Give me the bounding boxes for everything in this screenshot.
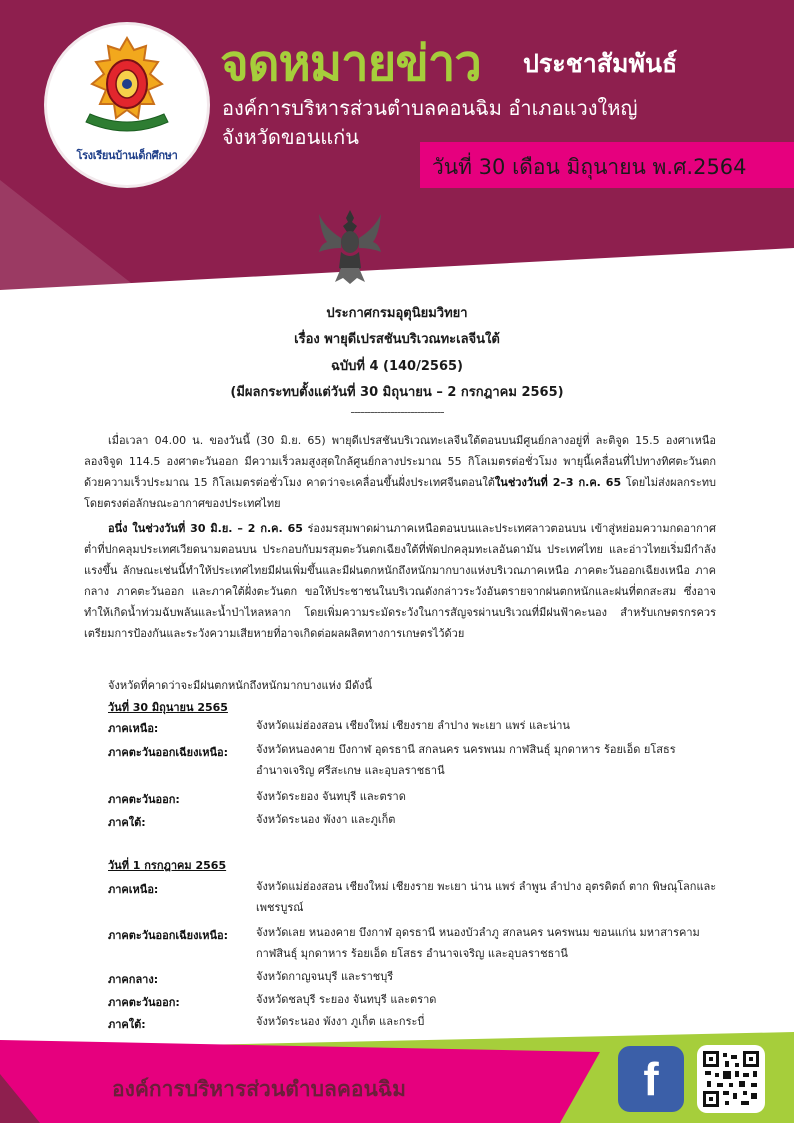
announcement-issuer: ประกาศกรมอุตุนิยมวิทยา [326, 306, 468, 321]
region-label: ภาคตะวันออกเฉียงเหนือ: [108, 746, 229, 759]
school-logo-text: โรงเรียนบ้านเด็กศึกษา [76, 149, 178, 162]
issue-date: วันที่ 30 เดือน มิถุนายน พ.ศ.2564 [432, 155, 747, 179]
region-provinces: จังหวัดหนองคาย บึงกาฬ อุดรธานี สกลนคร นครพนม กาฬสินธุ์ มุกดาหาร ร้อยเอ็ด ยโสธร อำนาจเจริญ ศรีสะเกษ และอุบลราชธานี [256, 743, 676, 777]
region-label: ภาคใต้: [108, 1018, 146, 1031]
region-label: ภาคกลาง: [108, 973, 159, 986]
region-provinces: จังหวัดแม่ฮ่องสอน เชียงใหม่ เชียงราย พะเยา น่าน แพร่ ลำพูน ลำปาง อุตรดิตถ์ ตาก พิษณุโลกและเพชรบูรณ์ [256, 880, 717, 914]
region-provinces: จังหวัดระยอง จันทบุรี และตราด [256, 790, 406, 803]
region-label: ภาคเหนือ: [108, 722, 159, 735]
paragraph-text: เมื่อเวลา 04.00 น. ของวันนี้ (30 มิ.ย. 65) พายุดีเปรสชันบริเวณทะเลจีนใต้ตอนบนมีศูนย์กลางอยู่ที่ ละติจูด 15.5 องศาเหนือ ลองจิจูด 114.5 องศาตะวันออก มีความเร็วลมสูงสุดใกล้ศูนย์กลางประมาณ 55 กิโลเมตรต่อชั่วโมง พายุนี้เคลื่อนที่ไปทางทิศตะวันตก ด้วยความเร็วประมาณ 15 กิโลเมตรต่อชั่วโมง คาดว่าจะเคลื่อนขึ้นฝั่งประเทศจีนตอนใต้ [84, 434, 716, 489]
region-provinces: จังหวัดชลบุรี ระยอง จันทบุรี และตราด [256, 993, 437, 1006]
region-provinces: จังหวัดระนอง พังงา ภูเก็ต และกระบี่ [256, 1015, 425, 1028]
school-logo-icon [66, 34, 188, 144]
provinces-intro: จังหวัดที่คาดว่าจะมีฝนตกหนักถึงหนักมากบางแห่ง มีดังนี้ [108, 679, 373, 692]
region-provinces: จังหวัดเลย หนองคาย บึงกาฬ อุดรธานี หนองบัวลำภู สกลนคร นครพนม ขอนแก่น มหาสารคาม กาฬสินธุ์ มุกดาหาร ร้อยเอ็ด ยโสธร อำนาจเจริญ และอุบลราชธานี [256, 926, 700, 960]
footer-organization-name: องค์การบริหารส่วนตำบลคอนฉิม [112, 1077, 406, 1101]
region-label: ภาคเหนือ: [108, 883, 159, 896]
separator-line: ---------------------------- [350, 405, 444, 419]
day-heading: วันที่ 30 มิถุนายน 2565 [108, 701, 228, 714]
paragraph-emphasis: อนึ่ง ในช่วงวันที่ 30 มิ.ย. – 2 ก.ค. 65 [108, 522, 303, 535]
paragraph-emphasis: ในช่วงวันที่ 2–3 ก.ค. 65 [494, 476, 622, 489]
facebook-letter[interactable]: f [643, 1053, 659, 1105]
qr-code-pattern [703, 1051, 759, 1107]
paragraph-monsoon-warning [84, 518, 716, 644]
region-provinces: จังหวัดกาญจนบุรี และราชบุรี [256, 970, 394, 983]
region-label: ภาคตะวันออกเฉียงเหนือ: [108, 929, 229, 942]
announcement-subject: เรื่อง พายุดีเปรสชันบริเวณทะเลจีนใต้ [294, 332, 500, 347]
day-heading: วันที่ 1 กรกฎาคม 2565 [108, 859, 227, 872]
organization-name: องค์การบริหารส่วนตำบลคอนฉิม อำเภอแวงใหญ่ [222, 96, 638, 120]
region-label: ภาคตะวันออก: [108, 793, 180, 806]
garuda-emblem-icon [317, 208, 383, 286]
newsletter-subtitle: ประชาสัมพันธ์ [523, 49, 678, 78]
announcement-issue-number: ฉบับที่ 4 (140/2565) [331, 359, 463, 374]
organization-province: จังหวัดขอนแก่น [222, 125, 359, 149]
region-label: ภาคใต้: [108, 816, 146, 829]
region-provinces: จังหวัดระนอง พังงา และภูเก็ต [256, 813, 396, 826]
paragraph-storm-position [84, 430, 716, 514]
paragraph-text: โดยไม่ส่งผลกระทบโดยตรงต่อลักษณะอากาศของประเทศไทย [84, 476, 716, 510]
newsletter-title: จดหมายข่าว [220, 35, 481, 92]
region-label: ภาคตะวันออก: [108, 996, 180, 1009]
announcement-effect-period: (มีผลกระทบตั้งแต่วันที่ 30 มิถุนายน – 2 กรกฎาคม 2565) [230, 385, 564, 400]
paragraph-text: ร่องมรสุมพาดผ่านภาคเหนือตอนบนและประเทศลาวตอนบน เข้าสู่หย่อมความกดอากาศต่ำที่ปกคลุมประเทศเวียดนามตอนบน ประกอบกับมรสุมตะวันตกเฉียงใต้ที่พัดปกคลุมทะเลอันดามัน ประเทศไทย และอ่าวไทยเริ่มมีกำลังแรงขึ้น ลักษณะเช่นนี้ทำให้ประเทศไทยมีฝนเพิ่มขึ้นและมีฝนตกหนักถึงหนักมากบางแห่งบริเวณภาคเหนือ ภาคตะวันออกเฉียงเหนือ ภาคกลาง ภาคตะวันออก และภาคใต้ฝั่งตะวันตก ขอให้ประชาชนในบริเวณดังกล่าวระวังอันตรายจากฝนตกหนักและฝนที่ตกสะสม ซึ่งอาจทำให้เกิดน้ำท่วมฉับพลันและน้ำป่าไหลหลาก โดยเพิ่มความระมัดระวังในการสัญจรผ่านบริเวณที่มีฝนฟ้าคะนอง สำหรับเกษตรกรควรเตรียมการป้องกันและระวังความเสียหายที่อาจเกิดต่อผลผลิตทางการเกษตรไว้ด้วย [84, 522, 717, 640]
region-provinces: จังหวัดแม่ฮ่องสอน เชียงใหม่ เชียงราย ลำปาง พะเยา แพร่ และน่าน [256, 719, 570, 732]
